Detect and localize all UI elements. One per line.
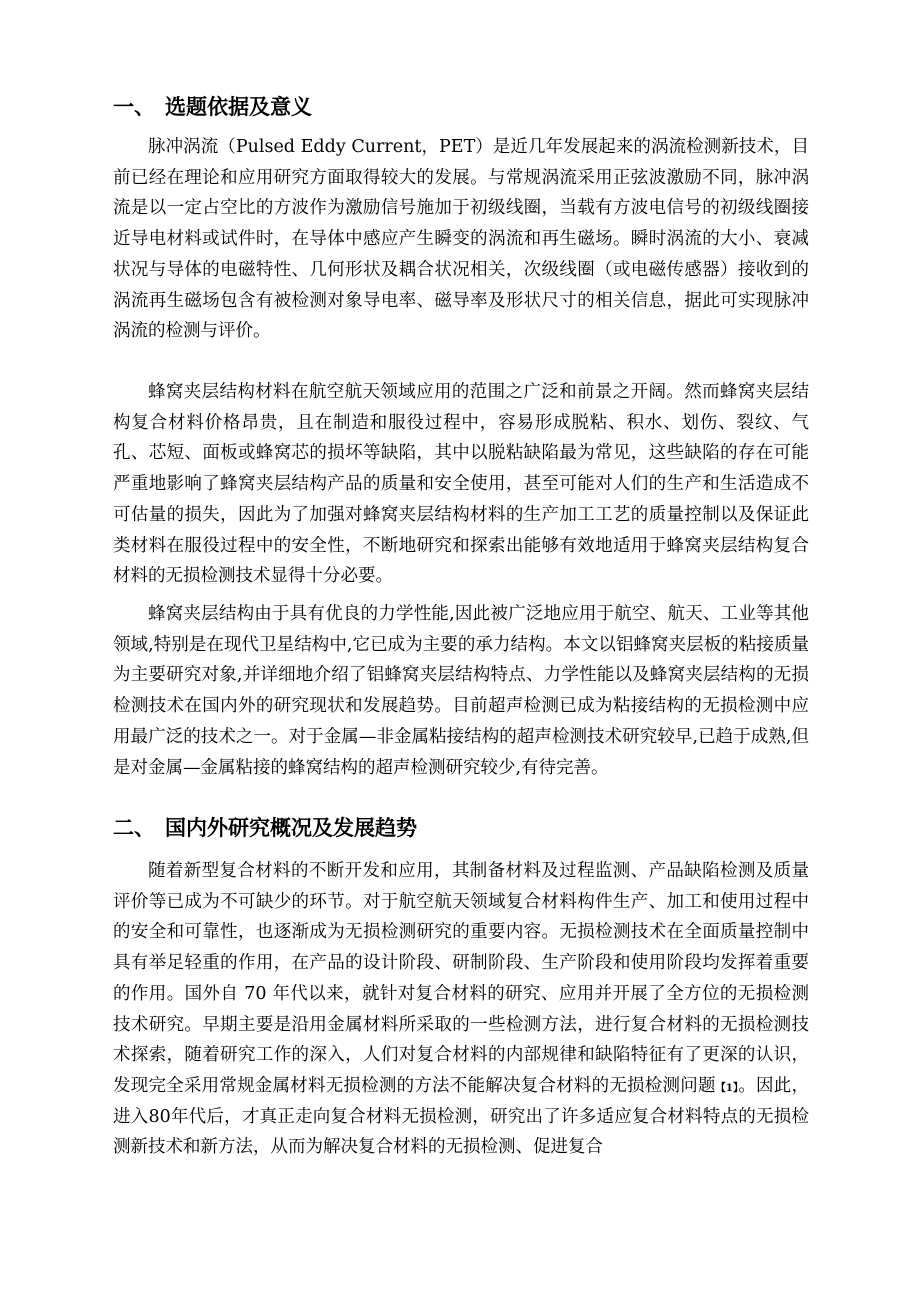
section-heading-2 [113, 813, 417, 843]
citation-ref: 【1】 [715, 1082, 739, 1094]
section-number: 二、 [113, 816, 155, 840]
paragraph-4: 随着新型复合材料的不断开发和应用，其制备材料及过程监测、产品缺陷检测及质量评价等已成为不可缺少的环节。对于航空航天领域复合材料构件生产、加工和使用过程中的安全和可靠性，也逐渐成为无损检测研究的重要内容。无损检测技术在全面质量控制中具有举足轻重的作用，在产品的设计阶段、研制阶段、生产阶段和使用阶段均发挥着重要的作用。国外自 70 年代以来，就针对复合材料的研究、应用并开展了全方位的无损检测技术研究。早期主要是沿用金属材料所采取的一些检测方法，进行复合材料的无损检测技术探索，随着研究工作的深入，人们对复合材料的内部规律和缺陷特征有了更深的认识，发现完全采用常规金属材料无损检测的方法不能解决复合材料的无损检测问题【1】。因此，进入80年代后，才真正走向复合材料无损检测，研究出了许多适应复合材料特点的无损检测新技术和新方法，从而为解决复合材料的无损检测、促进复合 [113, 861, 810, 1158]
paragraph-2: 蜂窝夹层结构材料在航空航天领域应用的范围之广泛和前景之开阔。然而蜂窝夹层结构复合材料价格昂贵，且在制造和服役过程中，容易形成脱粘、积水、划伤、裂纹、气孔、芯短、面板或蜂窝芯的损坏等缺陷，其中以脱粘缺陷最为常见，这些缺陷的存在可能严重地影响了蜂窝夹层结构产品的质量和安全使用，甚至可能对人们的生产和生活造成不可估量的损失，因此为了加强对蜂窝夹层结构材料的生产加工工艺的质量控制以及保证此类材料在服役过程中的安全性，不断地研究和探索出能够有效地适用于蜂窝夹层结构复合材料的无损检测技术显得十分必要。 [113, 382, 809, 587]
section-title: 选题依据及意义 [165, 95, 312, 119]
section-number: 一、 [113, 95, 155, 119]
paragraph-3: 蜂窝夹层结构由于具有优良的力学性能,因此被广泛地应用于航空、航天、工业等其他领域,特别是在现代卫星结构中,它已成为主要的承力结构。本文以铝蜂窝夹层板的粘接质量为主要研究对象,并详细地介绍了铝蜂窝夹层结构特点、力学性能以及蜂窝夹层结构的无损检测技术在国内外的研究现状和发展趋势。目前超声检测已成为粘接结构的无损检测中应用最广泛的技术之一。对于金属—非金属粘接结构的超声检测技术研究较早,已趋于成熟,但是对金属—金属粘接的蜂窝结构的超声检测研究较少,有待完善。 [113, 604, 809, 778]
section-title: 国内外研究概况及发展趋势 [165, 816, 417, 840]
section-heading-1 [113, 92, 312, 122]
paragraph-1: 脉冲涡流（Pulsed Eddy Current，PET）是近几年发展起来的涡流检测新技术，目前已经在理论和应用研究方面取得较大的发展。与常规涡流采用正弦波激励不同，脉冲涡流是以一定占空比的方波作为激励信号施加于初级线圈，当载有方波电信号的初级线圈接近导电材料或试件时，在导体中感应产生瞬变的涡流和再生磁场。瞬时涡流的大小、衰减状况与导体的电磁特性、几何形状及耦合状况相关，次级线圈（或电磁传感器）接收到的涡流再生磁场包含有被检测对象导电率、磁导率及形状尺寸的相关信息，据此可实现脉冲涡流的检测与评价。 [113, 137, 809, 342]
